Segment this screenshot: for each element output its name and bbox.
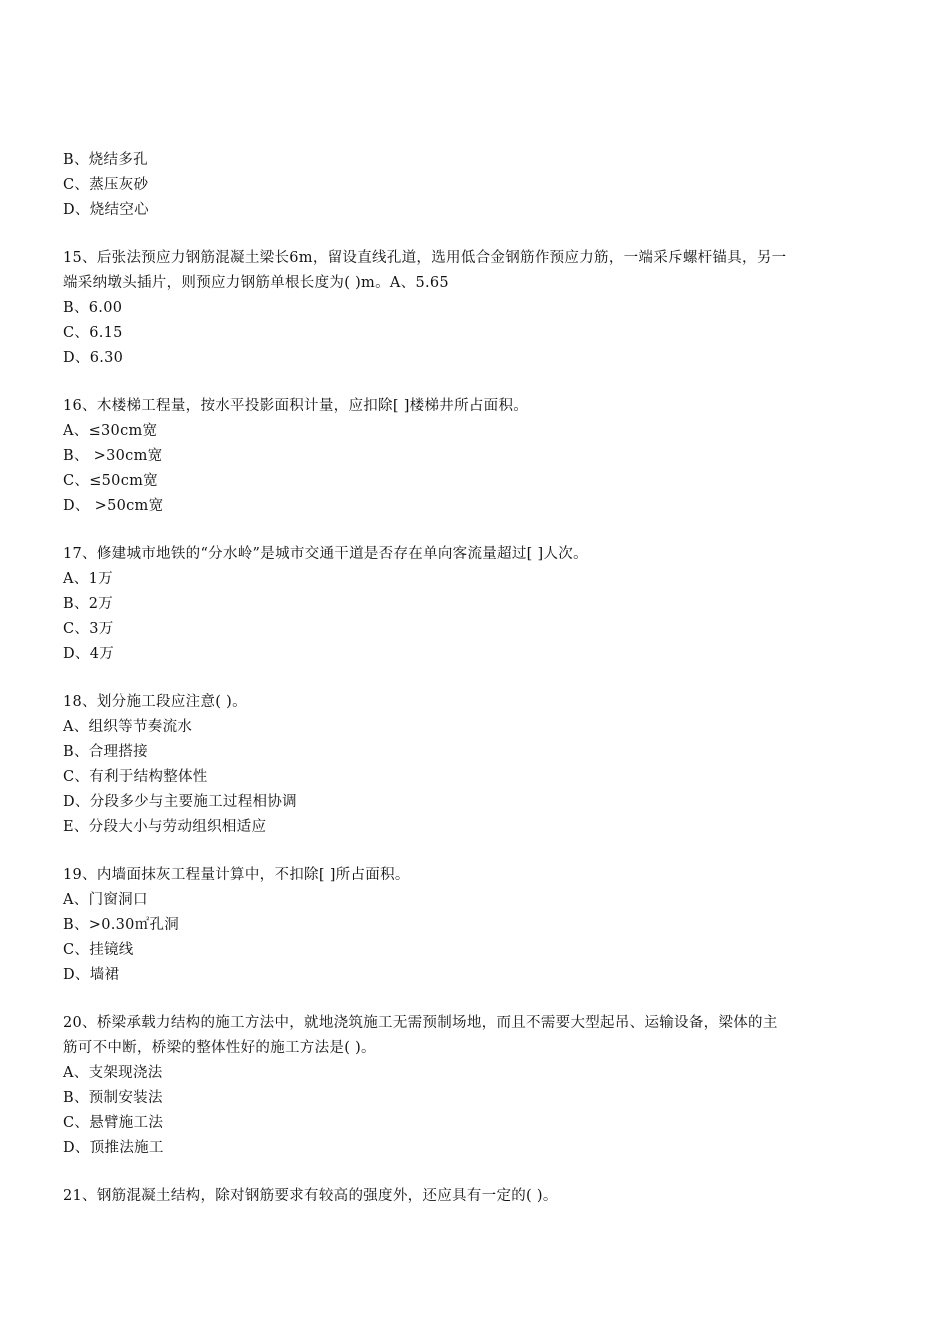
option-c: C、悬臂施工法: [63, 1115, 164, 1131]
question-18: [63, 690, 878, 840]
question-19: [63, 863, 878, 988]
question-14-options: [63, 148, 878, 223]
option-c: C、挂镜线: [63, 942, 134, 958]
question-stem: 17、修建城市地铁的“分水岭”是城市交通干道是否存在单向客流量超过[ ]人次。: [63, 546, 588, 562]
question-20: [63, 1011, 878, 1161]
option-b: B、2万: [63, 596, 114, 612]
question-stem: 18、划分施工段应注意( )。: [63, 694, 247, 710]
option-b: B、>0.30㎡孔洞: [63, 917, 180, 933]
option-c: C、3万: [63, 621, 114, 637]
option-d: D、4万: [63, 646, 115, 662]
option-c: C、有利于结构整体性: [63, 769, 208, 785]
question-17: [63, 542, 878, 667]
question-stem-line: 15、后张法预应力钢筋混凝土梁长6m，留设直线孔道，选用低合金钢筋作预应力筋，一端采斥螺杆锚具，另一: [63, 250, 787, 266]
option-a: A、≤30cm宽: [63, 423, 158, 439]
question-list: [63, 148, 878, 1209]
option-b: B、6.00: [63, 300, 123, 316]
option-c: C、≤50cm宽: [63, 473, 158, 489]
option-e: E、分段大小与劳动组织相适应: [63, 819, 267, 835]
option-d: D、分段多少与主要施工过程相协调: [63, 794, 297, 810]
option-d: D、墙裙: [63, 967, 120, 983]
option-c: C、蒸压灰砂: [63, 177, 149, 193]
option-a: A、门窗洞口: [63, 892, 148, 908]
question-stem: 16、木楼梯工程量，按水平投影面积计量，应扣除[ ]楼梯井所占面积。: [63, 398, 529, 414]
option-b: B、烧结多孔: [63, 152, 148, 168]
option-c: C、6.15: [63, 325, 123, 341]
question-16: [63, 394, 878, 519]
question-stem-line: 20、桥梁承载力结构的施工方法中，就地浇筑施工无需预制场地，而且不需要大型起吊、运输设备，梁体的主: [63, 1015, 778, 1031]
question-21: [63, 1184, 878, 1209]
option-d: D、顶推法施工: [63, 1140, 164, 1156]
option-b: B、合理搭接: [63, 744, 148, 760]
question-stem-line: 端采纳墩头插片，则预应力钢筋单根长度为( )m。A、5.65: [63, 275, 449, 291]
question-stem: 19、内墙面抹灰工程量计算中，不扣除[ ]所占面积。: [63, 867, 410, 883]
option-d: D、6.30: [63, 350, 124, 366]
question-stem: 21、钢筋混凝土结构，除对钢筋要求有较高的强度外，还应具有一定的( )。: [63, 1188, 558, 1204]
option-a: A、支架现浇法: [63, 1065, 163, 1081]
option-b: B、预制安装法: [63, 1090, 163, 1106]
question-15: [63, 246, 878, 371]
option-b: B、 >30cm宽: [63, 448, 163, 464]
option-d: D、烧结空心: [63, 202, 149, 218]
question-stem-line: 筋可不中断，桥梁的整体性好的施工方法是( )。: [63, 1040, 376, 1056]
option-d: D、 >50cm宽: [63, 498, 164, 514]
option-a: A、1万: [63, 571, 113, 587]
option-a: A、组织等节奏流水: [63, 719, 193, 735]
